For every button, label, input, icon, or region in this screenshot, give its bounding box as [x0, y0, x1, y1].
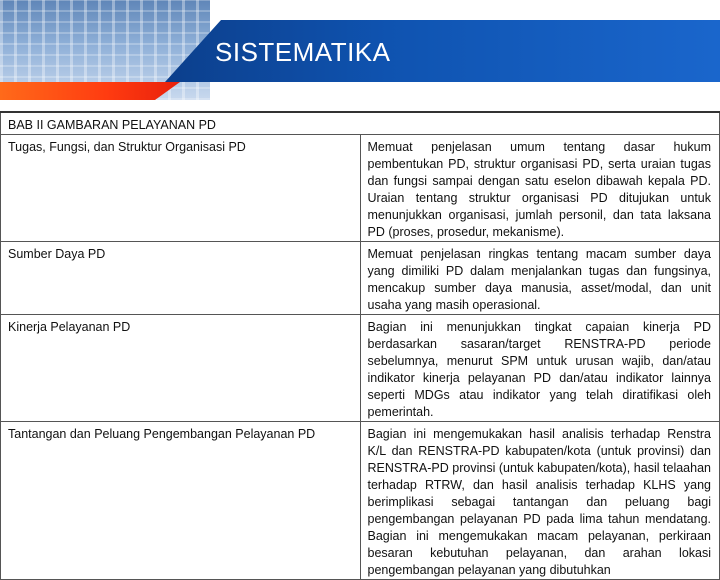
row-label: Sumber Daya PD [1, 242, 361, 315]
row-description: Bagian ini mengemukakan hasil analisis terhadap Renstra K/L dan RENSTRA-PD kabupaten/kota (untuk provinsi) dan RENSTRA-PD provinsi (untuk kabupaten/kota), hasil telaahan terhadap RTRW, dan hasil analisis terhadap KLHS yang berimplikasi sebagai tantangan dan peluang bagi pengembangan pelayanan PD pada lima tahun mendatang. Bagian ini mengemukakan macam pelayanan, perkiraan besaran kebutuhan pelayanan, dan arahan lokasi pengembangan pelayanan yang dibutuhkan [360, 422, 720, 580]
accent-stripe [0, 82, 180, 100]
row-label: Tugas, Fungsi, dan Struktur Organisasi PD [1, 135, 361, 242]
row-description: Memuat penjelasan umum tentang dasar hukum pembentukan PD, struktur organisasi PD, serta uraian tugas dan fungsi sampai dengan satu eselon dibawah kepala PD. Uraian tentang struktur organisasi PD ditujukan untuk menunjukkan organisasi, jumlah personil, dan tata laksana PD (proses, prosedur, mekanisme). [360, 135, 720, 242]
slide-title: SISTEMATIKA [215, 37, 391, 67]
table-row [1, 315, 720, 422]
table-row [1, 135, 720, 242]
row-description: Bagian ini menunjukkan tingkat capaian kinerja PD berdasarkan sasaran/target RENSTRA-PD periode sebelumnya, menurut SPM untuk urusan wajib, dan/atau indikator kinerja pelayanan PD dan/atau indikator lainnya seperti MDGs atau indikator yang telah diratifikasi oleh pemerintah. [360, 315, 720, 422]
table-row [1, 422, 720, 580]
section-heading: BAB II GAMBARAN PELAYANAN PD [1, 112, 720, 135]
content-table [0, 111, 720, 580]
table-heading-row [1, 112, 720, 135]
table-row [1, 242, 720, 315]
row-label: Tantangan dan Peluang Pengembangan Pelayanan PD [1, 422, 361, 580]
header-banner [0, 0, 720, 100]
row-description: Memuat penjelasan ringkas tentang macam sumber daya yang dimiliki PD dalam menjalankan tugas dan fungsinya, mencakup sumber daya manusia, asset/modal, dan unit usaha yang masih operasional. [360, 242, 720, 315]
row-label: Kinerja Pelayanan PD [1, 315, 361, 422]
